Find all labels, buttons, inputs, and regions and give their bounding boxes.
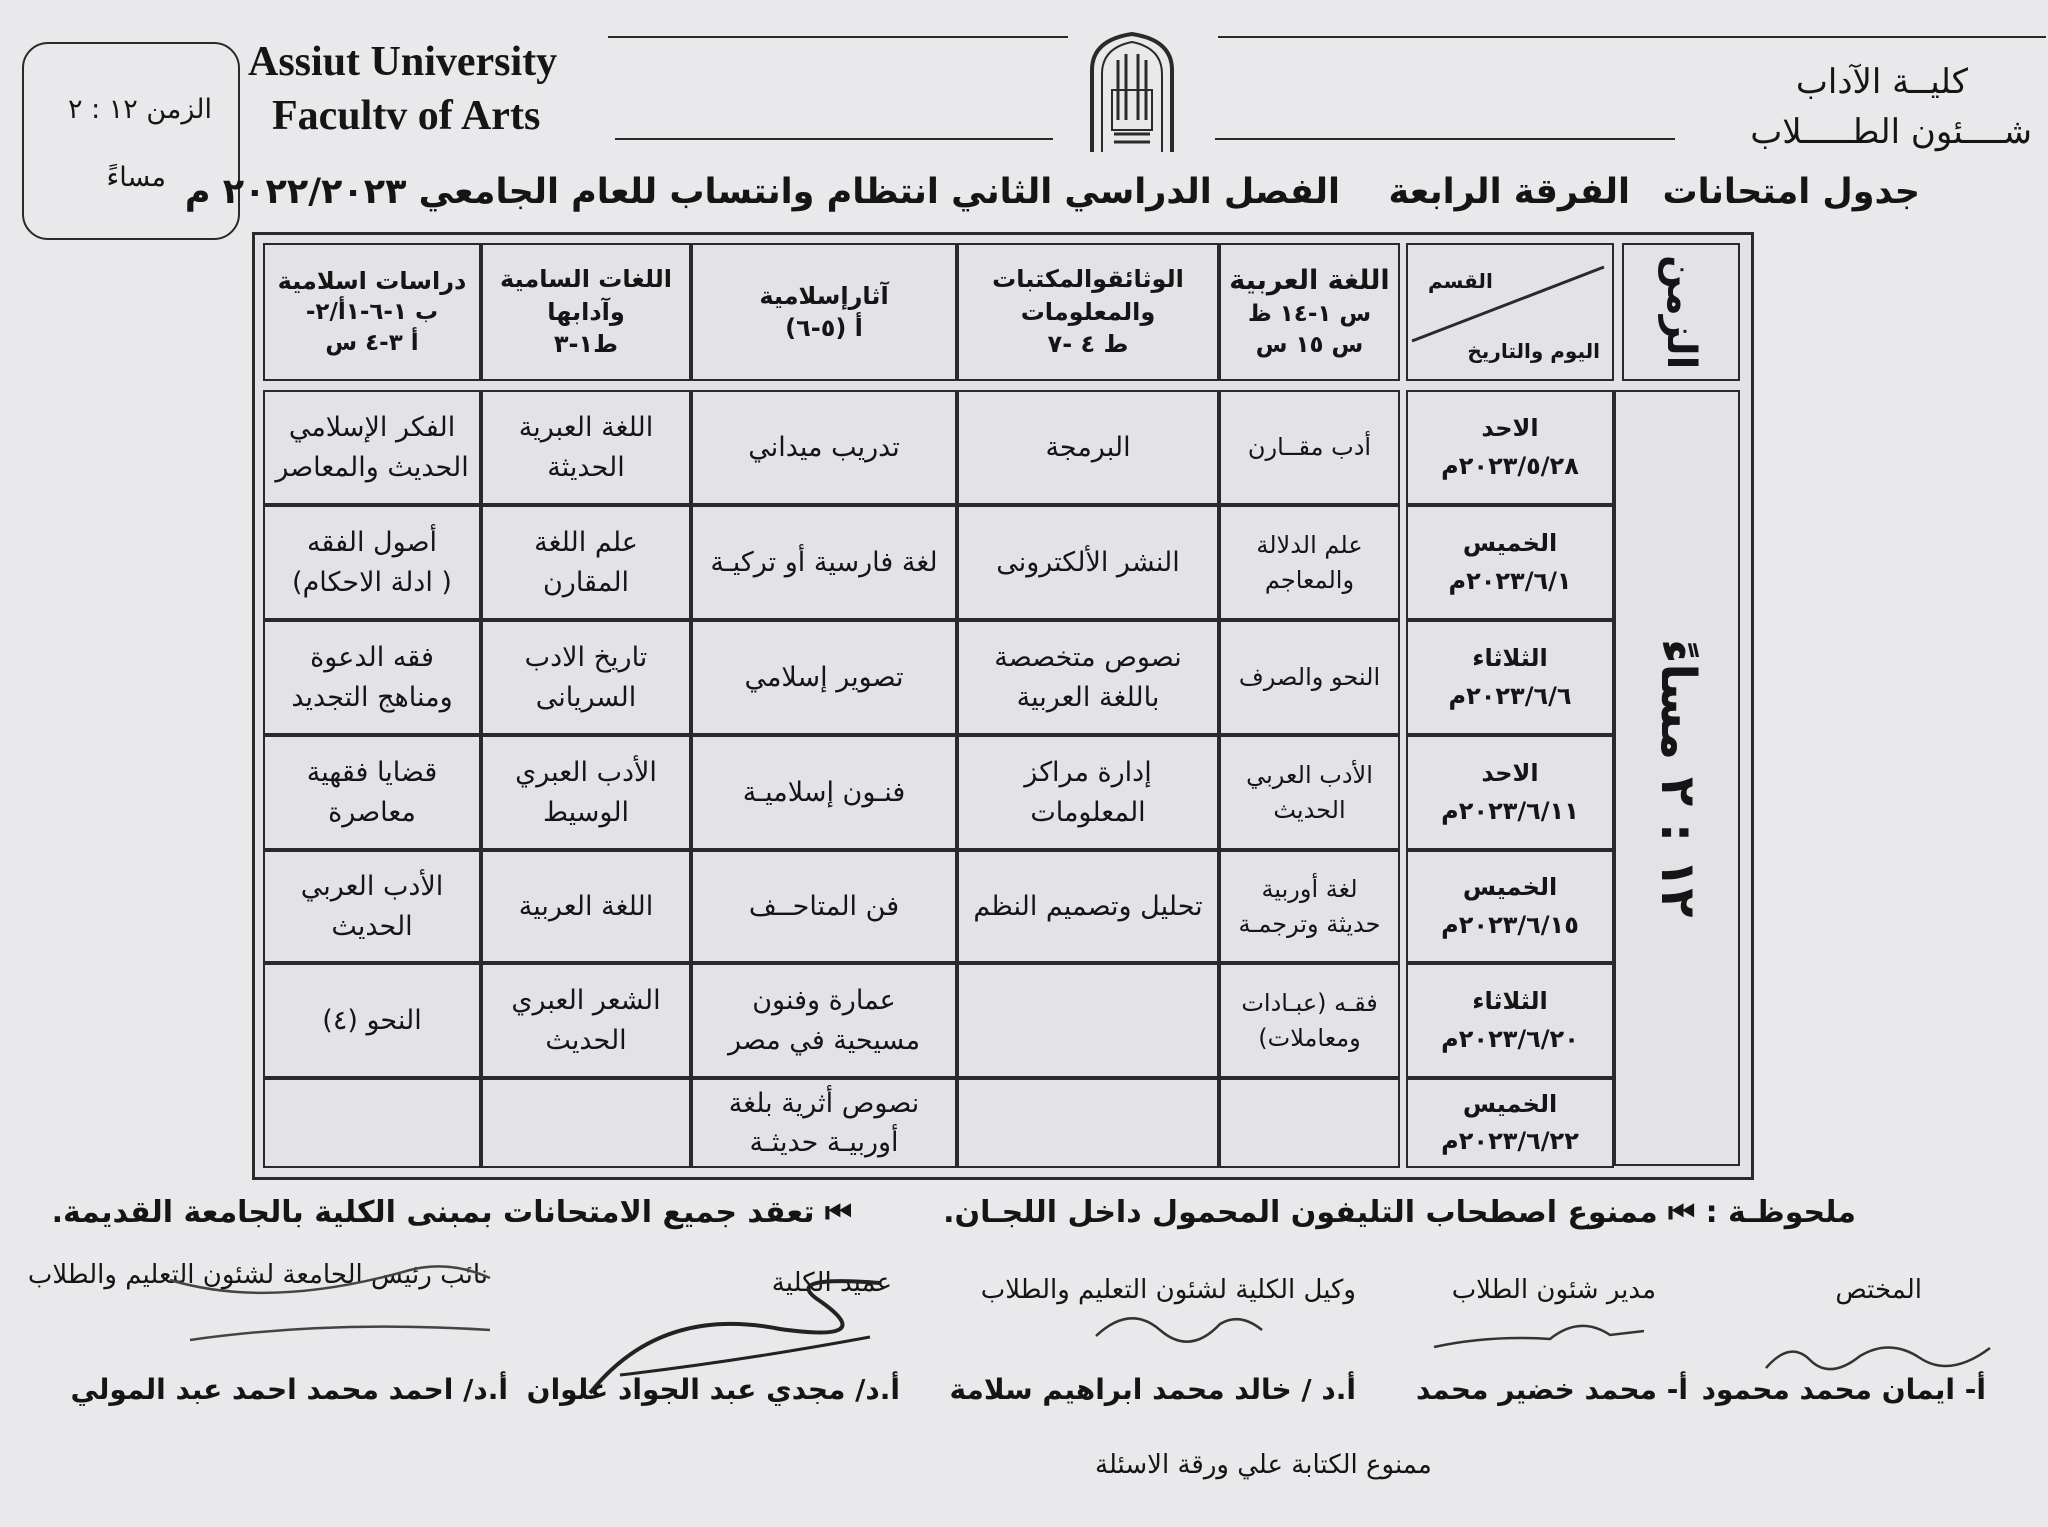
- exam-subject-cell: نصوص متخصصة باللغة العربية: [957, 620, 1219, 735]
- exam-day: الخميس: [1462, 873, 1558, 902]
- exam-subject-cell: الفكر الإسلامي الحديث والمعاصر: [263, 390, 481, 505]
- assiut-university-seal-icon: [1084, 30, 1180, 154]
- note-label-text: ملحوظـة :: [1705, 1195, 1856, 1230]
- exam-subject-cell: عمارة وفنون مسيحية في مصر: [691, 963, 957, 1078]
- corner-header-cell: [1406, 243, 1614, 381]
- exam-subject-cell: الأدب العربي الحديث: [1219, 735, 1400, 850]
- signatory-title: عميد الكلية: [771, 1268, 892, 1298]
- exam-subject-cell: لغة أوربية حديثة وترجمـة: [1219, 850, 1400, 963]
- note-phones-forbidden: ممنوع اصطحاب التليفون المحمول داخل اللجـان.: [943, 1195, 1658, 1230]
- exam-date-cell: [1406, 390, 1614, 505]
- faculty-name-en: Facultv of Arts: [272, 93, 541, 139]
- exam-subject-cell: اللغة العربية: [481, 850, 691, 963]
- semester-description: الفصل الدراسي الثاني انتظام وانتساب للعام الجامعي ٢٠٢٢/٢٠٢٣ م: [184, 172, 1340, 212]
- exam-subject-cell: تاريخ الادب السريانى: [481, 620, 691, 735]
- signatory-name: أ.د / خالد محمد ابراهيم سلامة: [949, 1373, 1356, 1406]
- exam-date-cell: [1406, 1078, 1614, 1168]
- dept-header-islamic-studies: [263, 243, 481, 381]
- exam-subject-cell: البرمجة: [957, 390, 1219, 505]
- exam-date-cell: [1406, 850, 1614, 963]
- exam-subject-cell: نصوص أثرية بلغة أوربيـة حديثـة: [691, 1078, 957, 1168]
- exam-date: ٢٠٢٣/٦/١٥م: [1441, 910, 1579, 939]
- handwritten-signature: [150, 1250, 510, 1370]
- time-column-value: ١٢ : ٢ مساءً: [1649, 638, 1706, 918]
- dept-rooms: أ (٥-٦): [785, 314, 863, 342]
- dept-name: الوثائقوالمكتبات: [992, 265, 1184, 294]
- exam-subject-cell: النحو والصرف: [1219, 620, 1400, 735]
- exam-subject-cell: الأدب العبري الوسيط: [481, 735, 691, 850]
- exam-subject-cell: [957, 963, 1219, 1078]
- footer-warning: ممنوع الكتابة علي ورقة الاسئلة: [1095, 1450, 1432, 1480]
- exam-day: الاحد: [1481, 414, 1539, 443]
- signatory-name: أ- ايمان محمد محمود: [1701, 1373, 1986, 1406]
- dept-rooms: س ١-١٤ ظ: [1247, 301, 1372, 328]
- faculty-name-ar: كليــة الآداب: [1795, 62, 1968, 102]
- handwritten-signature: [580, 1265, 900, 1415]
- signatory-name: أ.د/ مجدي عبد الجواد علوان: [526, 1373, 900, 1406]
- academic-year-level: الفرقة الرابعة: [1388, 172, 1630, 212]
- exam-date: ٢٠٢٣/٦/٦م: [1448, 681, 1572, 710]
- exam-subject-cell: علم الدلالة والمعاجم: [1219, 505, 1400, 620]
- signatory-title: المختص: [1835, 1275, 1922, 1305]
- exam-subject-cell: اللغة العبرية الحديثة: [481, 390, 691, 505]
- exam-subject-cell: [957, 1078, 1219, 1168]
- exam-subject-cell: فن المتاحــف: [691, 850, 957, 963]
- signatory-title: نائب رئيس الجامعة لشئون التعليم والطلاب: [27, 1260, 488, 1290]
- signatory-name: أ.د/ احمد محمد احمد عبد المولي: [70, 1373, 508, 1406]
- exam-schedule-table: [252, 232, 1754, 1180]
- dept-rooms: ط ٤ -٧: [1047, 330, 1129, 359]
- triple-chevron-icon: ⏮: [825, 1195, 852, 1230]
- exam-subject-cell: [1219, 1078, 1400, 1168]
- exam-subject-cell: الأدب العربي الحديث: [263, 850, 481, 963]
- dept-name: والمعلومات: [1020, 297, 1156, 326]
- exam-subject-cell: قضايا فقهية معاصرة: [263, 735, 481, 850]
- exam-date: ٢٠٢٣/٦/١١م: [1441, 796, 1579, 825]
- note-location: [52, 1195, 852, 1230]
- exam-day: الثلاثاء: [1472, 644, 1548, 673]
- exam-subject-cell: فنـون إسلاميـة: [691, 735, 957, 850]
- handwritten-signature: [1430, 1305, 1650, 1355]
- dept-name: اللغة العربية: [1229, 264, 1390, 296]
- dept-header-islamic-archaeology: [691, 243, 957, 381]
- dept-name: دراسات اسلامية: [277, 266, 467, 295]
- exam-date: ٢٠٢٣/٦/٢٠م: [1441, 1024, 1579, 1053]
- dept-rooms: س ١٥ س: [1255, 332, 1364, 359]
- university-name-en: Assiut University: [248, 39, 558, 85]
- note-exam-location: تعقد جميع الامتحانات بمبنى الكلية بالجامعة القديمة.: [51, 1195, 815, 1230]
- exam-subject-cell: أصول الفقه ( ادلة الاحكام): [263, 505, 481, 620]
- note-label: [943, 1195, 1856, 1230]
- exam-date: ٢٠٢٣/٦/١م: [1448, 566, 1572, 595]
- dept-header-arabic: [1219, 243, 1400, 381]
- exam-subject-cell: الشعر العبري الحديث: [481, 963, 691, 1078]
- dept-header-libraries: [957, 243, 1219, 381]
- exam-subject-cell: تصوير إسلامي: [691, 620, 957, 735]
- signatory-title: وكيل الكلية لشئون التعليم والطلاب: [980, 1275, 1356, 1305]
- exam-subject-cell: النحو (٤): [263, 963, 481, 1078]
- signatory-title: مدير شئون الطلاب: [1451, 1275, 1656, 1305]
- exam-subject-cell: أدب مقــارن: [1219, 390, 1400, 505]
- exam-subject-cell: علم اللغة المقارن: [481, 505, 691, 620]
- exam-day: الثلاثاء: [1472, 987, 1548, 1016]
- exam-subject-cell: إدارة مراكز المعلومات: [957, 735, 1219, 850]
- student-affairs-ar: شــــئون الطـــــلاب: [1750, 112, 2032, 152]
- corner-dept-label: القسم: [1428, 269, 1493, 293]
- exam-subject-cell: [481, 1078, 691, 1168]
- triple-chevron-icon: ⏮: [1668, 1195, 1696, 1230]
- exam-subject-cell: فقه الدعوة ومناهج التجديد: [263, 620, 481, 735]
- exam-subject-cell: تحليل وتصميم النظم: [957, 850, 1219, 963]
- exam-subject-cell: فقـه (عبـادات ومعاملات): [1219, 963, 1400, 1078]
- exam-subject-cell: النشر الألكترونى: [957, 505, 1219, 620]
- exam-date: ٢٠٢٣/٥/٢٨م: [1441, 451, 1579, 480]
- exam-day: الخميس: [1462, 529, 1558, 558]
- exam-subject-cell: [263, 1078, 481, 1168]
- signatory-name: أ- محمد خضير محمد: [1415, 1373, 1688, 1406]
- exam-day: الاحد: [1481, 759, 1539, 788]
- exam-date: ٢٠٢٣/٦/٢٢م: [1441, 1127, 1579, 1155]
- dept-name: آثارإسلامية: [759, 281, 889, 310]
- exam-date-cell: [1406, 735, 1614, 850]
- exam-date-cell: [1406, 963, 1614, 1078]
- exam-date-cell: [1406, 620, 1614, 735]
- dept-rooms: ط١-٣: [553, 330, 619, 359]
- exam-time-period: مساءً: [106, 162, 166, 193]
- dept-name: اللغات السامية: [500, 265, 672, 294]
- exam-time-label: الزمن ١٢ : ٢: [67, 94, 212, 125]
- time-column-value-cell: [1614, 390, 1740, 1166]
- handwritten-signature: [1760, 1330, 2000, 1380]
- dept-header-semitic-languages: [481, 243, 691, 381]
- dept-name: وآدابها: [547, 297, 625, 326]
- exam-date-cell: [1406, 505, 1614, 620]
- corner-date-label: اليوم والتاريخ: [1467, 339, 1600, 363]
- exam-day: الخميس: [1462, 1089, 1558, 1118]
- handwritten-signature: [1090, 1300, 1270, 1350]
- exam-subject-cell: تدريب ميداني: [691, 390, 957, 505]
- exam-subject-cell: لغة فارسية أو تركيـة: [691, 505, 957, 620]
- schedule-title: جدول امتحانات: [1662, 172, 1920, 212]
- dept-rooms: أ ٣-٤ س: [325, 330, 419, 357]
- dept-rooms: ب ١-٦-١أ/٢-: [305, 299, 439, 326]
- time-column-header: الزمن: [1622, 243, 1740, 381]
